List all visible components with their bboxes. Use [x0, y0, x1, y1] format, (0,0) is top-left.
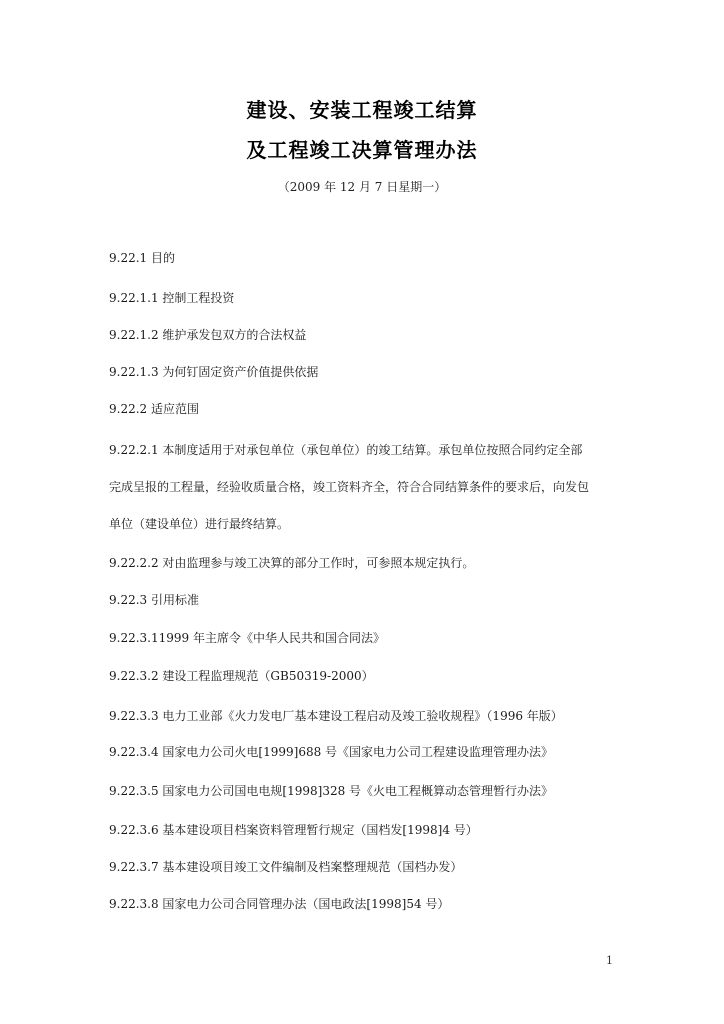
paragraph: 9.22.3.5 国家电力公司国电电规[1998]328 号《火电工程概算动态管理暂行办法》 — [109, 784, 554, 798]
document-title-line1: 建设、安装工程竣工结算 — [246, 98, 478, 122]
document-title-line2: 及工程竣工决算管理办法 — [246, 138, 478, 162]
paragraph: 9.22.3.7 基本建设项目竣工文件编制及档案整理规范（国档办发） — [109, 860, 463, 874]
paragraph: 9.22.2.1 本制度适用于对承包单位（承包单位）的竣工结算。承包单位按照合同约定全部 — [109, 443, 583, 457]
paragraph: 9.22.1.1 控制工程投资 — [109, 291, 235, 305]
paragraph: 9.22.1 目的 — [109, 251, 175, 265]
paragraph: 9.22.2.2 对由监理参与竣工决算的部分工作时，可参照本规定执行。 — [109, 556, 475, 570]
paragraph: 9.22.1.3 为何钉固定资产价值提供依据 — [109, 365, 319, 379]
paragraph: 9.22.3.4 国家电力公司火电[1999]688 号《国家电力公司工程建设监理管理办法》 — [109, 745, 554, 759]
paragraph: 9.22.3.2 建设工程监理规范（GB50319-2000） — [109, 669, 374, 683]
paragraph: 9.22.3.11999 年主席令《中华人民共和国合同法》 — [109, 631, 385, 645]
paragraph: 完成呈报的工程量，经验收质量合格，竣工资料齐全，符合合同结算条件的要求后，向发包 — [109, 480, 590, 494]
paragraph: 9.22.3.6 基本建设项目档案资料管理暂行规定（国档发[1998]4 号） — [109, 823, 478, 837]
paragraph: 9.22.3 引用标准 — [109, 593, 199, 607]
document-date: （2009 年 12 月 7 日星期一） — [277, 180, 447, 194]
paragraph: 9.22.1.2 维护承发包双方的合法权益 — [109, 328, 307, 342]
paragraph: 9.22.3.8 国家电力公司合同管理办法（国电政法[1998]54 号） — [109, 897, 450, 911]
page-number: 1 — [606, 954, 613, 967]
paragraph: 单位（建设单位）进行最终结算。 — [109, 517, 290, 531]
paragraph: 9.22.2 适应范围 — [109, 402, 199, 416]
paragraph: 9.22.3.3 电力工业部《火力发电厂基本建设工程启动及竣工验收规程》（1996 年版） — [109, 709, 563, 723]
